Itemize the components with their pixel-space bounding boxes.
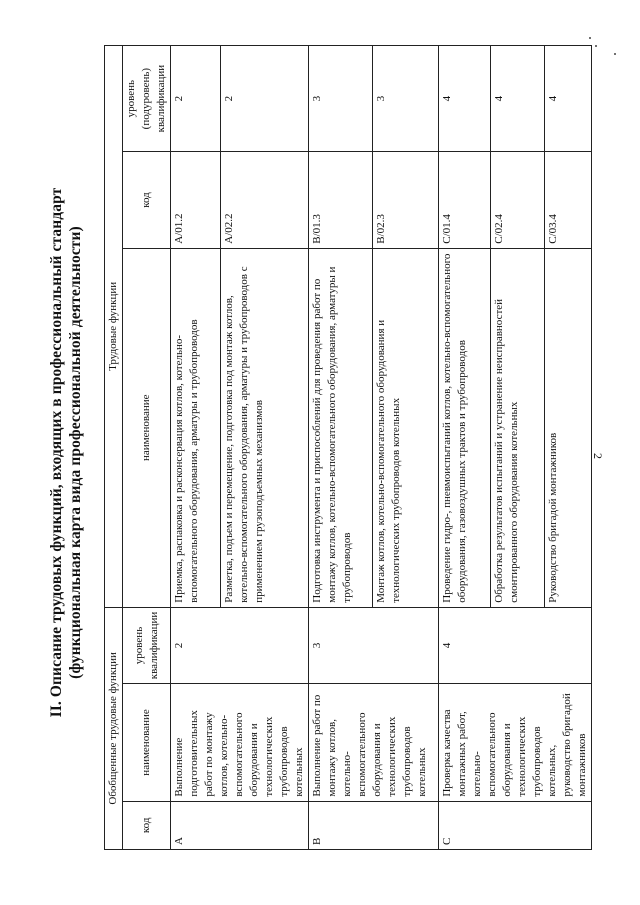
function-level: 3 — [373, 46, 439, 152]
function-code: C/02.4 — [490, 152, 544, 248]
function-name: Приемка, распаковка и расконсервация котлов, котельно-вспомогательного оборудования, арматуры и трубопроводов — [171, 248, 221, 607]
scan-speck — [589, 37, 591, 39]
function-name: Обработка результатов испытаний и устранение неисправностей смонтированного оборудования котельных — [490, 248, 544, 607]
section-title: II. Описание трудовых функций, входящих в профессиональный стандарт — [48, 187, 65, 718]
function-code: B/02.3 — [373, 152, 439, 248]
function-level: 2 — [171, 46, 221, 152]
col-function-level-header: уровень (подуровень) квалификации — [123, 46, 171, 152]
group-level: 2 — [171, 607, 309, 683]
function-level: 4 — [544, 46, 591, 152]
group-code: B — [309, 801, 439, 849]
function-code: A/01.2 — [171, 152, 221, 248]
table-row — [439, 46, 491, 850]
function-code: C/03.4 — [544, 152, 591, 248]
function-name: Подготовка инструмента и приспособлений для проведения работ по монтажу котлов, котельно-вспомогательного оборудования, арматуры и трубопроводов — [309, 248, 373, 607]
table-row — [171, 46, 221, 850]
function-level: 3 — [309, 46, 373, 152]
function-level: 2 — [221, 46, 309, 152]
group-level: 4 — [439, 607, 592, 683]
scan-speck — [595, 45, 597, 47]
function-name: Разметка, подъем и перемещение, подготовка под монтаж котлов, котельно-вспомогательного оборудования, арматуры и трубопроводов с применением грузоподъемных механизмов — [221, 248, 309, 607]
col-code-header: код — [123, 801, 171, 849]
functional-map-table — [104, 45, 592, 850]
labor-functions-header: Трудовые функции — [105, 46, 123, 608]
col-level-header: уровень квалификации — [123, 607, 171, 683]
section-subtitle: (функциональная карта вида профессиональной деятельности) — [67, 226, 84, 679]
function-name: Монтаж котлов, котельно-вспомогательного оборудования и технологических трубопроводов котельных — [373, 248, 439, 607]
function-code: B/01.3 — [309, 152, 373, 248]
function-code: C/01.4 — [439, 152, 491, 248]
col-name-header: наименование — [123, 684, 171, 801]
group-code: A — [171, 801, 309, 849]
group-name: Выполнение подготовительных работ по монтажу котлов, котельно-вспомогательного оборудования и технологических трубопроводов котельных — [171, 684, 309, 801]
table-row — [309, 46, 373, 850]
group-name: Выполнение работ по монтажу котлов, котельно-вспомогательного оборудования и технологических трубопроводов котельных — [309, 684, 439, 801]
function-name: Проведение гидро-, пневмоиспытаний котлов, котельно-вспомогательного оборудования, газовоздушных трактов и трубопроводов — [439, 248, 491, 607]
function-name: Руководство бригадой монтажников — [544, 248, 591, 607]
col-function-code-header: код — [123, 152, 171, 248]
function-level: 4 — [490, 46, 544, 152]
group-level: 3 — [309, 607, 439, 683]
function-code: A/02.2 — [221, 152, 309, 248]
group-code: C — [439, 801, 592, 849]
generalized-functions-header: Обобщенные трудовые функции — [105, 607, 123, 849]
function-level: 4 — [439, 46, 491, 152]
col-function-name-header: наименование — [123, 248, 171, 607]
scan-speck — [614, 53, 616, 55]
page-number: 2 — [591, 453, 605, 459]
group-name: Проверка качества монтажных работ, котельно-вспомогательного оборудования и технологических трубопроводов котельных, руководство бригадой монтажников — [439, 684, 592, 801]
